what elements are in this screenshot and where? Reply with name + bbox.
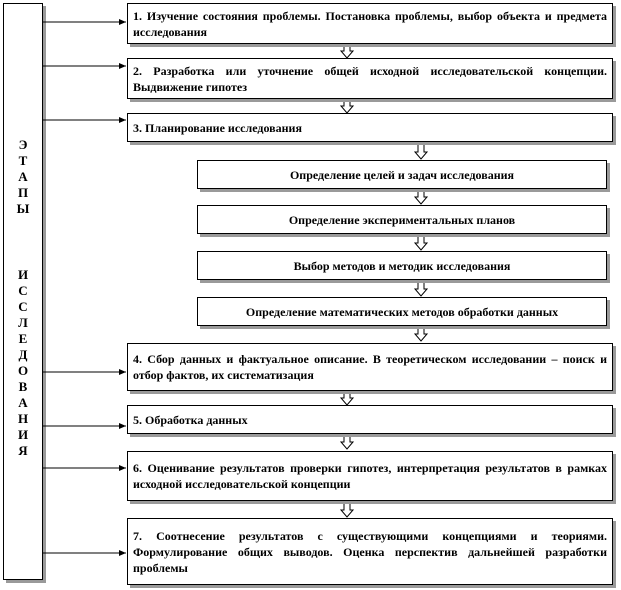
sidebar-letter: А [18,169,28,184]
sidebar-letter: А [18,395,28,410]
sidebar-letter: С [18,283,28,298]
sidebar-letter: Е [18,331,28,346]
sidebar-letter: И [17,427,29,442]
down-arrow-6 [415,281,427,296]
sidebar-letter: О [17,363,29,378]
stage-3-box: 3. Планирование исследования [127,113,613,142]
stage-4-box: 4. Сбор данных и фактуальное описание. В теоретическом исследовании – поиск и отбор фактов, их систематизация [127,343,613,391]
sidebar-letter: Э [18,137,28,152]
down-arrow-2 [341,99,353,113]
sidebar-letter: Л [18,315,28,330]
down-arrow-9 [341,434,353,449]
stage-6-box: 6. Оценивание результатов проверки гипотез, интерпретация результатов в рамках исходной исследовательской концепции [127,451,613,501]
sidebar-letter: Н [17,411,29,426]
sidebar-letter: Д [18,347,28,362]
planning-step-goals: Определение целей и задач исследования [197,160,607,189]
sidebar-letter: Я [18,443,28,458]
down-arrow-5 [415,235,427,250]
stage-2-box: 2. Разработка или уточнение общей исходной исследовательской концепции. Выдвижение гипотез [127,58,613,99]
down-arrow-4 [415,189,427,204]
sidebar-letter: С [18,299,28,314]
down-arrow-10 [341,503,353,517]
planning-step-methods: Выбор методов и методик исследования [197,251,607,280]
sidebar-letter: П [17,185,29,200]
planning-step-math-methods: Определение математических методов обработки данных [197,297,607,326]
sidebar-letter: В [18,379,28,394]
down-arrow-3 [415,143,427,159]
sidebar-letter: Т [18,153,28,168]
sidebar-letter: Ы [16,201,30,216]
stage-5-box: 5. Обработка данных [127,405,613,434]
planning-step-experimental-plans: Определение экспериментальных планов [197,205,607,234]
down-arrow-1 [341,44,353,58]
sidebar-letter: И [17,267,29,282]
stage-1-box: 1. Изучение состояния проблемы. Постановка проблемы, выбор объекта и предмета исследования [127,3,613,44]
down-arrow-7 [415,327,427,341]
stage-7-box: 7. Соотнесение результатов с существующими концепциями и теориями. Формулирование общих выводов. Оценка перспектив дальнейшей разработки проблемы [127,518,613,585]
down-arrow-8 [341,391,353,405]
